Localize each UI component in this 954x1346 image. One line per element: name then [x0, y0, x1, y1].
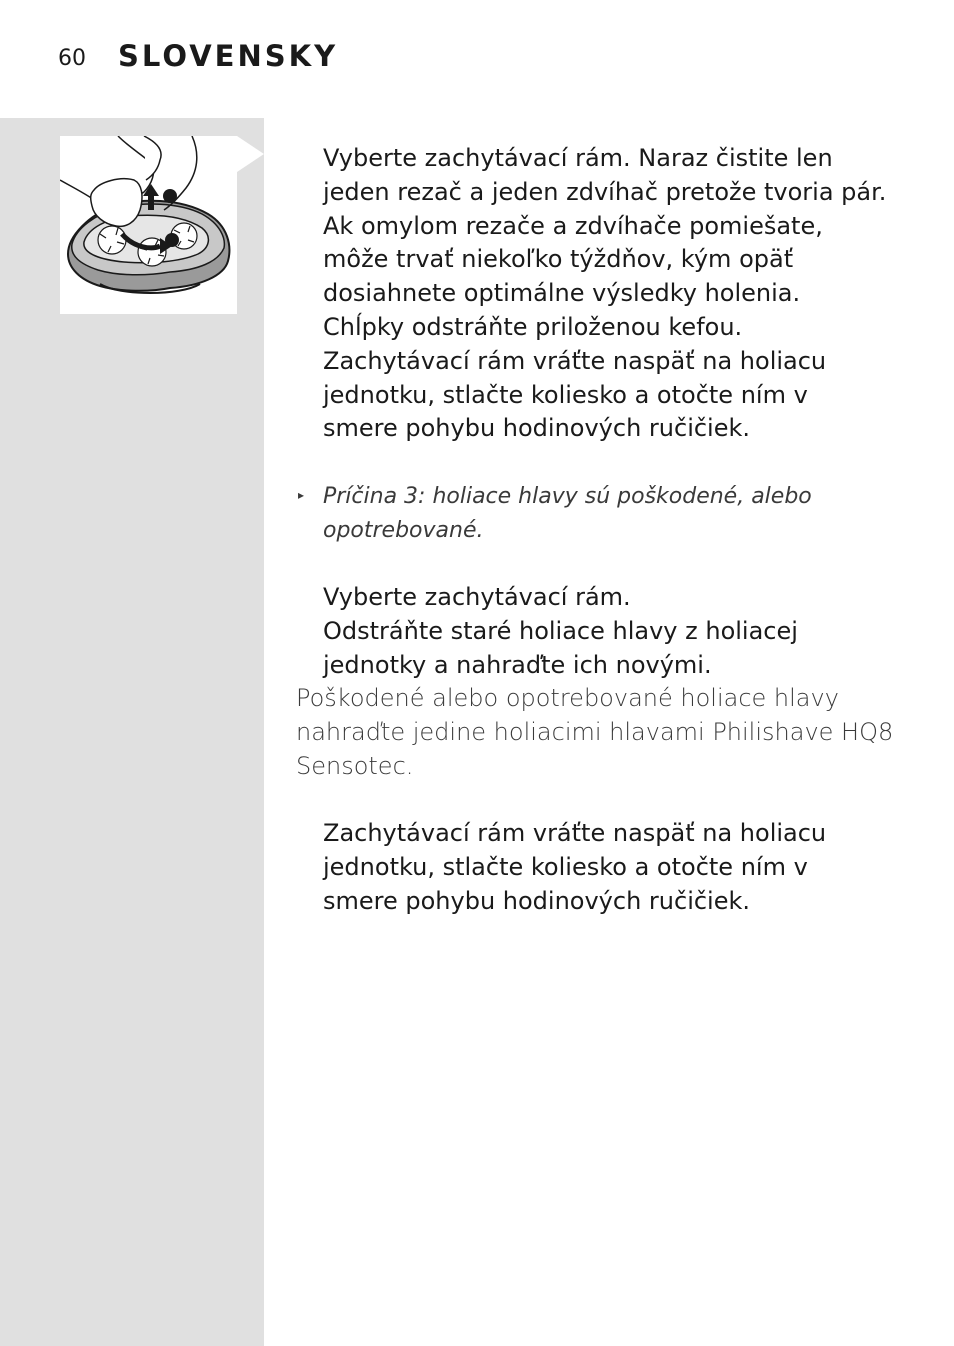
note-block — [296, 682, 936, 783]
text-line: Príčina 3: holiace hlavy sú poškodené, alebo — [323, 484, 812, 509]
text-line: dosiahnete optimálne výsledky holenia. — [323, 279, 801, 308]
text-line: nahraďte jedine holiacimi hlavami Philishave HQ8 — [296, 717, 894, 746]
text-line: jeden rezač a jeden zdvíhač pretože tvoria pár. — [323, 177, 887, 206]
text-line: Poškodené alebo opotrebované holiace hlavy — [296, 684, 839, 712]
text-line: jednotky a nahraďte ich novými. — [323, 650, 712, 679]
text-line: Vyberte zachytávací rám. — [323, 583, 631, 611]
text-line: opotrebované. — [323, 518, 484, 543]
text-line: Odstráňte staré holiace hlavy z holiacej — [323, 616, 798, 645]
instructions-block-3 — [323, 817, 923, 918]
text-line: Sensotec. — [296, 751, 414, 780]
section-title: SLOVENSKY — [118, 39, 339, 73]
bullet-icon: ▸ — [298, 488, 305, 502]
page-number: 60 — [58, 46, 86, 71]
text-line: smere pohybu hodinových ručičiek. — [323, 886, 751, 915]
instructions-block-1 — [323, 142, 923, 446]
text-line: môže trvať niekoľko týždňov, kým opäť — [323, 245, 794, 274]
shaving-unit-retaining-frame-removal-icon — [60, 136, 237, 314]
cause-item — [298, 480, 883, 548]
text-line: Vyberte zachytávací rám. Naraz čistite len — [323, 144, 833, 172]
text-line: Zachytávací rám vráťte naspäť na holiacu — [323, 819, 827, 847]
text-line: Ak omylom rezače a zdvíhače pomiešate, — [323, 211, 823, 240]
text-line: Chĺpky odstráňte priloženou kefou. — [323, 312, 743, 341]
text-line: Zachytávací rám vráťte naspäť na holiacu — [323, 346, 827, 375]
text-line: jednotku, stlačte koliesko a otočte ním v — [323, 380, 808, 409]
illustration-pointer — [237, 136, 264, 172]
cause-text — [323, 480, 883, 548]
text-line: jednotku, stlačte koliesko a otočte ním v — [323, 852, 808, 881]
text-line: smere pohybu hodinových ručičiek. — [323, 414, 751, 443]
instructions-block-2 — [323, 581, 923, 682]
